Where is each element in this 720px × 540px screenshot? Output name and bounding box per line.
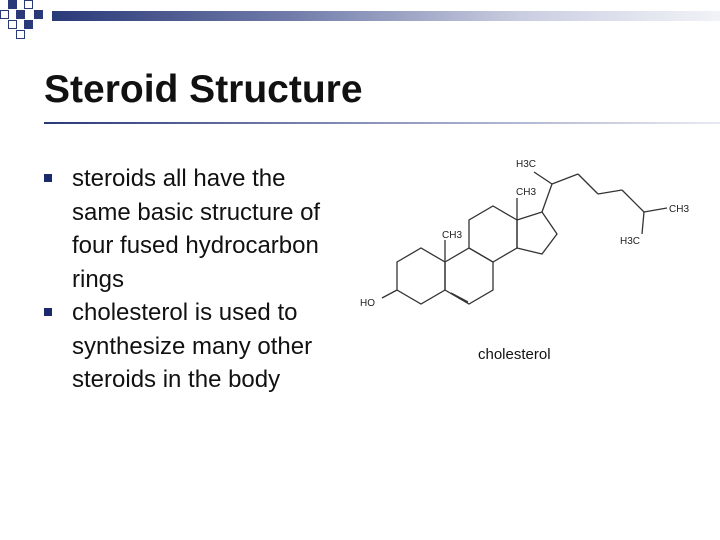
bullet-text: cholesterol is used to synthesize many other steroids in the body [72, 299, 313, 393]
ch3-ring-label: CH3 [516, 187, 537, 198]
header-gradient-bar [52, 11, 720, 21]
decor-square [16, 30, 25, 39]
ho-label: HO [360, 298, 375, 309]
bullet-item [44, 296, 344, 397]
corner-squares-decoration [0, 0, 70, 45]
decor-square [24, 20, 33, 29]
decor-square [16, 10, 25, 19]
decor-square [0, 10, 9, 19]
decor-square [34, 10, 43, 19]
title-underline [44, 122, 720, 124]
square-bullet-icon [44, 308, 52, 316]
decor-square [8, 20, 17, 29]
decor-square [24, 0, 33, 9]
bullet-item [44, 162, 344, 296]
bullet-text: steroids all have the same basic structure of four fused hydrocarbon rings [72, 165, 321, 293]
decor-square [8, 0, 17, 9]
cholesterol-structure-diagram [352, 150, 712, 330]
ch3-end-label: CH3 [669, 204, 690, 215]
ch3-ring-label: CH3 [442, 230, 463, 241]
h3c-end-label: H3C [620, 236, 641, 247]
figure-caption: cholesterol [478, 346, 551, 363]
bullet-list [44, 162, 344, 397]
slide-title: Steroid Structure [44, 68, 363, 111]
square-bullet-icon [44, 174, 52, 182]
h3c-side-label: H3C [516, 159, 537, 170]
